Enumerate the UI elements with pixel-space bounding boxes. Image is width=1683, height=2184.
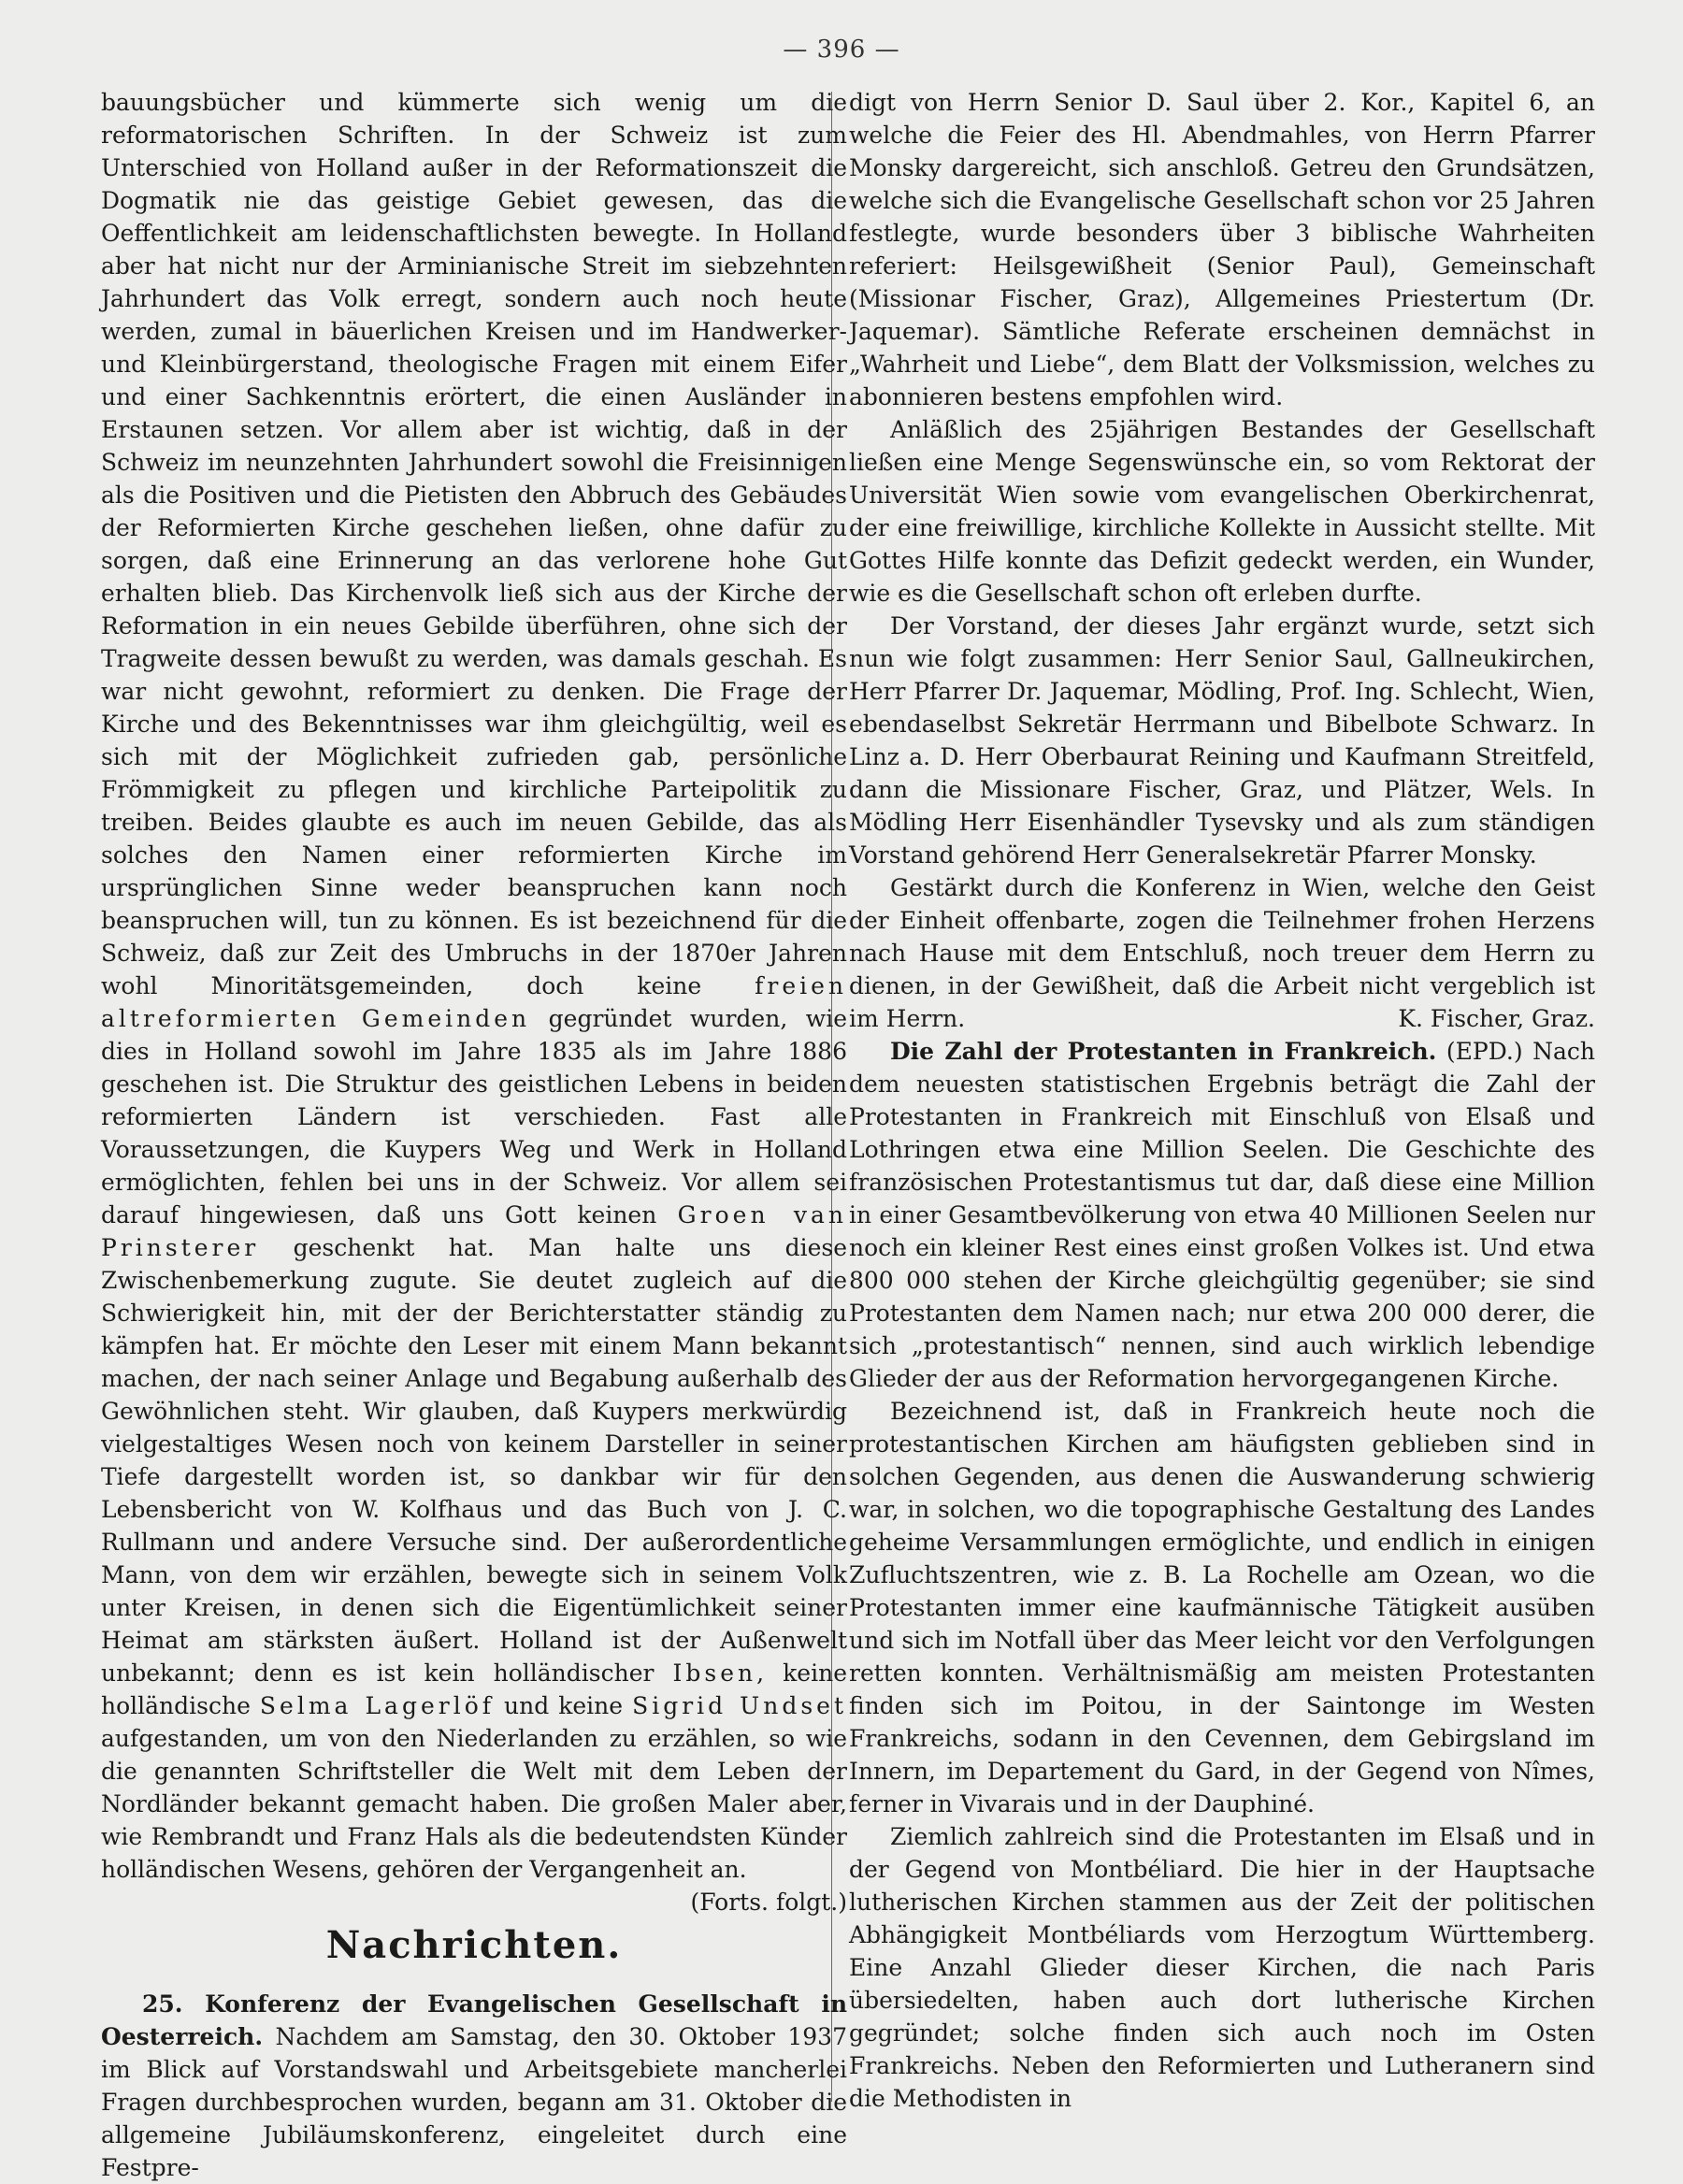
right-paragraph-7: Ziemlich zahlreich sind die Protestanten im Elsaß und in der Gegend von Montbéliard. Die hier in der Hauptsache lutherischen Kirchen stammen aus der Zeit der politischen Abhängigkeit Montbéliards vom Herzogtum Württemberg. Eine Anzahl Glieder dieser Kirchen, die nach Paris übersiedelten, haben auch dort lutherische Kirchen gegründet; solche finden sich auch noch im Osten Frankreichs. Neben den Reformierten und Lutheranern sind die Methodisten in <box>849 1823 1595 2112</box>
left-p1-spaced-1: freien altreformierten Gemeinden <box>101 972 847 1032</box>
left-p1-spaced-2: Groen van Prinsterer <box>101 1201 848 1261</box>
news-item-1-title: 25. Konferenz der Evangelischen Gesellschaft in Oesterreich. <box>101 1990 847 2050</box>
left-p1b-text: gegründet wurden, wie dies in Holland sowohl im Jahre 1835 als im Jahre 1886 geschehen ist. Die Struktur des geistlichen Lebens in beiden reformierten Ländern ist verschieden. Fast alle Voraussetzungen, die Kuypers Weg und Werk in Holland ermöglichten, fehlen bei uns in der Schweiz. Vor allem sei darauf hingewiesen, daß uns Gott keinen <box>101 1005 847 1228</box>
right-paragraph-2: Anläßlich des 25jährigen Bestandes der Gesellschaft ließen eine Menge Segenswünsche ein, so vom Rektorat der Universität Wien sowie vom evangelischen Oberkirchenrat, der eine freiwillige, kirchliche Kollekte in Aussicht stellte. Mit Gottes Hilfe konnte das Defizit gedeckt werden, ein Wunder, wie es die Gesellschaft schon oft erleben durfte. <box>849 416 1595 607</box>
news-item-2-text: (EPD.) Nach dem neuesten statistischen Ergebnis beträgt die Zahl der Protestanten in Frankreich mit Einschluß von Elsaß und Lothringen etwa eine Million Seelen. Die Geschichte des französischen Protestantismus tut dar, daß diese eine Million in einer Gesamtbevölkerung von etwa 40 Millionen Seelen nur noch ein kleiner Rest eines einst großen Volkes ist. Und etwa 800 000 stehen der Kirche gleichgültig gegenüber; sie sind Protestanten dem Namen nach; nur etwa 200 000 derer, die sich „protestantisch“ nennen, sind auch wirklich lebendige Glieder der aus der Reformation hervorgegangenen Kirche. <box>849 1038 1595 1392</box>
left-p1-spaced-3: Ibsen <box>672 1660 757 1687</box>
right-paragraph-4 <box>849 871 1595 1035</box>
news-item-1-text: Nachdem am Samstag, den 30. Oktober 1937 im Blick auf Vorstandswahl und Arbeitsgebiete mancherlei Fragen durchbesprochen wurden, begann am 31. Oktober die allgemeine Jubiläumskonferenz, eingeleitet durch eine Festpre- <box>101 2023 847 2181</box>
left-p1e-text: und keine <box>504 1692 624 1719</box>
right-paragraph-3: Der Vorstand, der dieses Jahr ergänzt wurde, setzt sich nun wie folgt zusammen: Herr Senior Saul, Gallneukirchen, Herr Pfarrer Dr. Jaquemar, Mödling, Prof. Ing. Schlecht, Wien, ebendaselbst Sekretär Herrmann und Bibelbote Schwarz. In Linz a. D. Herr Oberbaurat Reining und Kaufmann Streitfeld, dann die Missionare Fischer, Graz, und Plätzer, Wels. In Mödling Herr Eisenhändler Tysevsky und als zum ständigen Vorstand gehörend Herr Generalsekretär Pfarrer Monsky. <box>849 612 1595 869</box>
right-paragraph-1: digt von Herrn Senior D. Saul über 2. Kor., Kapitel 6, an welche die Feier des Hl. Abendmahles, von Herrn Pfarrer Monsky dargereicht, sich anschloß. Getreu den Grundsätzen, welche sich die Evangelische Gesellschaft schon vor 25 Jahren festlegte, wurde besonders über 3 biblische Wahrheiten referiert: Heilsgewißheit (Senior Paul), Gemeinschaft (Missionar Fischer, Graz), Allgemeines Priestertum (Dr. Jaquemar). Sämtliche Referate erscheinen demnächst in „Wahrheit und Liebe“, dem Blatt der Volksmission, welches zu abonnieren bestens empfohlen wird. <box>849 89 1595 410</box>
right-column <box>849 86 1595 2110</box>
left-p1-spaced-5: Sigrid Undset <box>632 1692 848 1719</box>
left-p1-spaced-4: Selma Lagerlöf <box>259 1692 495 1719</box>
news-item-1 <box>101 1988 847 2184</box>
right-p4-text: Gestärkt durch die Konferenz in Wien, welche den Geist der Einheit offenbarte, zogen die Teilnehmer frohen Herzens nach Hause mit dem Entschluß, noch treuer dem Herrn zu dienen, in der Gewißheit, daß die Arbeit nicht vergeblich ist im Herrn. <box>849 874 1595 1032</box>
signature: K. Fischer, Graz. <box>1398 1005 1595 1032</box>
page-number: — 396 — <box>783 36 900 64</box>
left-p1f-text: aufgestanden, um von den Niederlanden zu erzählen, so wie die genannten Schriftsteller die Welt mit dem Leben der Nordländer bekannt gemacht haben. Die großen Maler aber, wie Rembrandt und Franz Hals als die bedeutendsten Künder holländischen Wesens, gehören der Vergangenheit an. <box>101 1725 847 1883</box>
news-item-2 <box>849 1035 1595 1395</box>
left-column <box>101 86 848 2181</box>
left-p1c-text: geschenkt hat. Man halte uns diese Zwischenbemerkung zugute. Sie deutet zugleich auf die Schwierigkeit hin, mit der der Berichterstatter ständig zu kämpfen hat. Er möchte den Leser mit einem Mann bekannt machen, der nach seiner Anlage und Begabung außerhalb des Gewöhnlichen steht. Wir glauben, daß Kuypers merkwürdig vielgestaltiges Wesen noch von keinem Darsteller in seiner Tiefe dargestellt worden ist, so dankbar wir für den Lebensbericht von W. Kolfhaus und das Buch von J. C. Rullmann und andere Versuche sind. Der außerordentliche Mann, von dem wir erzählen, bewegte sich in seinem Volk unter Kreisen, in denen sich die Eigentümlichkeit seiner Heimat am stärksten äußert. Holland ist der Außenwelt unbekannt; denn es ist kein holländischer <box>101 1234 847 1687</box>
left-paragraph-1 <box>101 86 848 1916</box>
news-item-2-title: Die Zahl der Protestanten in Frankreich. <box>890 1038 1437 1065</box>
continued-note: (Forts. folgt.) <box>690 1889 847 1916</box>
right-paragraph-6: Bezeichnend ist, daß in Frankreich heute noch die protestantischen Kirchen am häufigsten geblieben sind in solchen Gegenden, aus denen die Auswanderung schwierig war, in solchen, wo die topographische Gestaltung des Landes geheime Versammlungen ermöglichte, und endlich in einigen Zufluchtszentren, wie z. B. La Rochelle am Ozean, wo die Protestanten immer eine kaufmännische Tätigkeit ausüben und sich im Notfall über das Meer leicht vor den Verfolgungen retten konnten. Verhältnismäßig am meisten Protestanten finden sich im Poitou, in der Saintonge im Westen Frankreichs, sodann in den Cevennen, dem Gebirgsland im Innern, im Departement du Gard, in der Gegend von Nîmes, ferner in Vivarais und in der Dauphiné. <box>849 1398 1595 1818</box>
left-p1-text: bauungsbücher und kümmerte sich wenig um die reformatorischen Schriften. In der Schweiz ist zum Unterschied von Holland außer in der Reformationszeit die Dogmatik nie das geistige Gebiet gewesen, das die Oeffentlichkeit am leidenschaftlichsten bewegte. In Holland aber hat nicht nur der Arminianische Streit im siebzehnten Jahrhundert das Volk erregt, sondern auch noch heute werden, zumal in bäuerlichen Kreisen und im Handwerker- und Kleinbürgerstand, theologische Fragen mit einem Eifer und einer Sachkenntnis erörtert, die einen Ausländer in Erstaunen setzen. Vor allem aber ist wichtig, daß in der Schweiz im neunzehnten Jahrhundert sowohl die Freisinnigen als die Positiven und die Pietisten den Abbruch des Gebäudes der Reformierten Kirche geschehen ließen, ohne dafür zu sorgen, daß eine Erinnerung an das verlorene hohe Gut erhalten blieb. Das Kirchenvolk ließ sich aus der Kirche der Reformation in ein neues Gebilde überführen, ohne sich der Tragweite dessen bewußt zu werden, was damals geschah. Es war nicht gewohnt, reformiert zu denken. Die Frage der Kirche und des Bekenntnisses war ihm gleichgültig, weil es sich mit der Möglichkeit zufrieden gab, persönliche Frömmigkeit zu pflegen und kirchliche Parteipolitik zu treiben. Beides glaubte es auch im neuen Gebilde, das als solches den Namen einer reformierten Kirche im ursprünglichen Sinne weder beanspruchen kann noch beanspruchen will, tun zu können. Es ist bezeichnend für die Schweiz, daß zur Zeit des Umbruchs in der 1870er Jahren wohl Minoritätsgemeinden, doch keine <box>101 89 847 999</box>
section-heading: Nachrichten. <box>325 1923 623 1967</box>
left-p1d-text: , keine holländische <box>101 1660 847 1719</box>
